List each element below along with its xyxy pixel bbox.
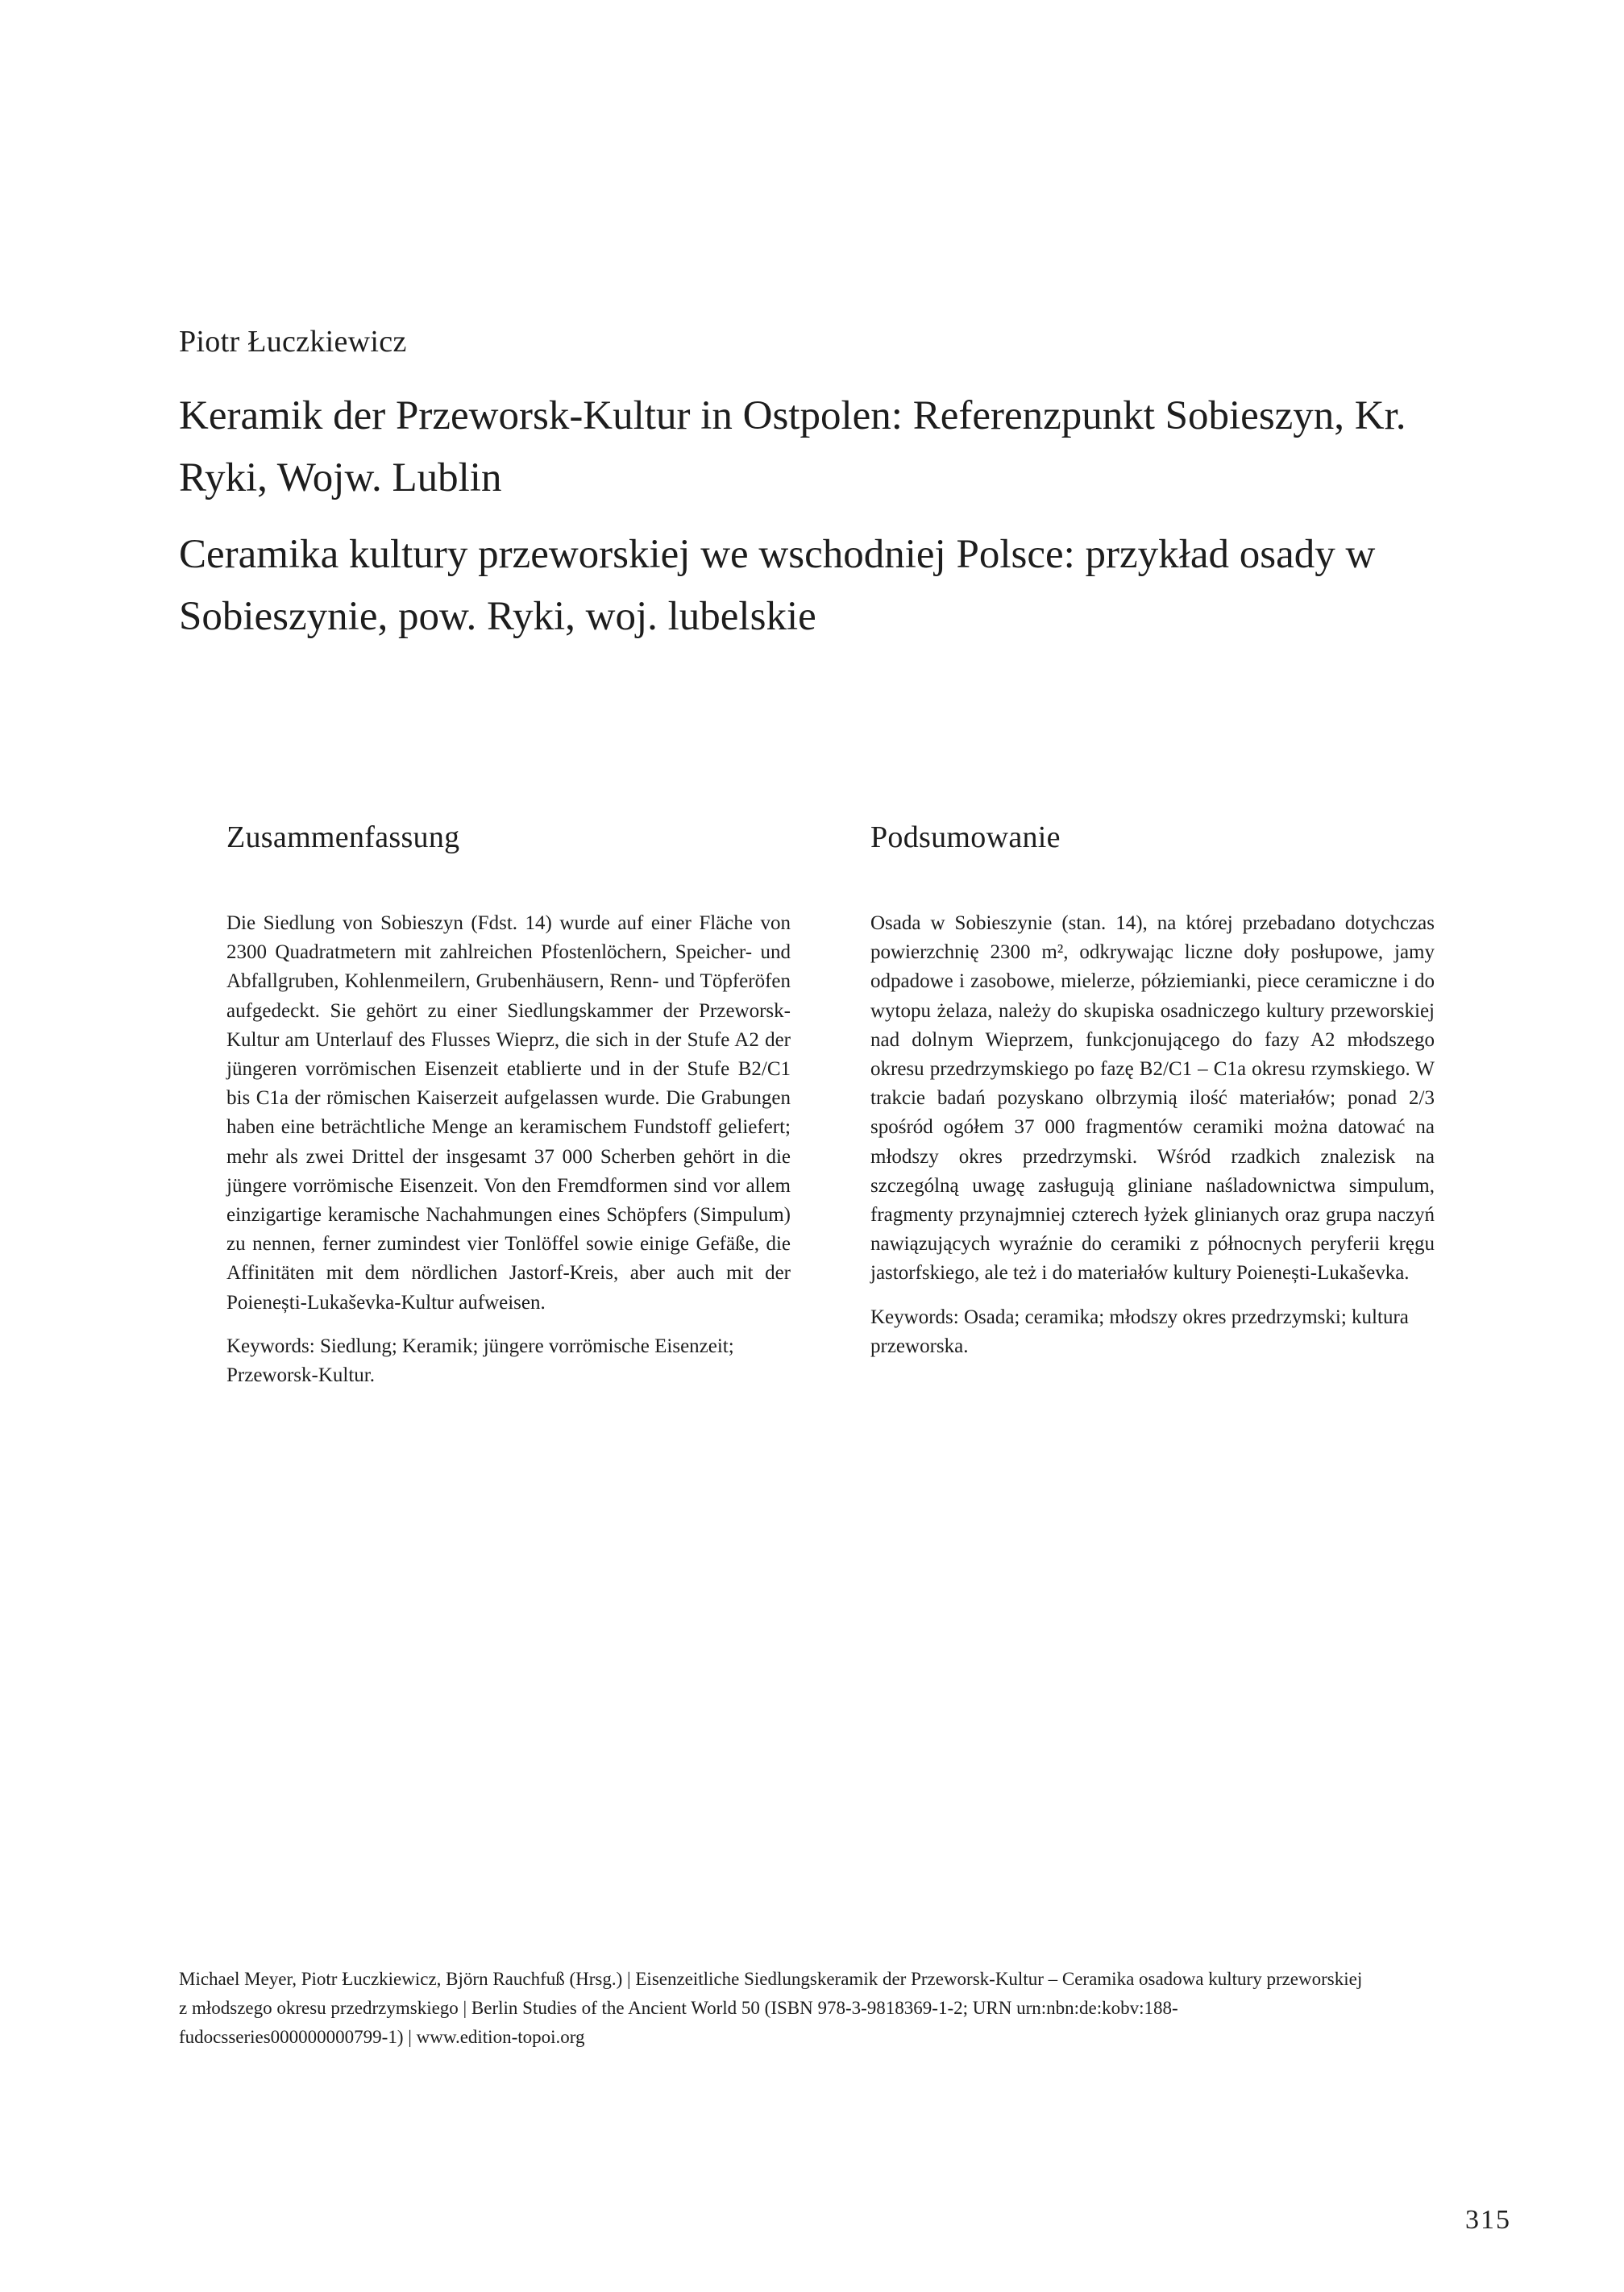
title-block [179,385,1485,662]
abstract-polish-text: Osada w Sobieszynie (stan. 14), na której przebadano dotychczas powierzchnię 2300 m², odkrywając liczne doły posłupowe, jamy odpadowe i zasobowe, mielerze, półziemianki, piece ceramiczne i do wytopu żelaza, należy do skupiska osadniczego kultury przeworskiej nad dolnym Wieprzem, funkcjonującego do fazy A2 młodszego okresu przedrzymskiego po fazę B2/C1 – C1a okresu rzymskiego. W trakcie badań pozyskano olbrzymią ilość materiałów; ponad 2/3 spośród ogółem 37 000 fragmentów ceramiki można datować na młodszy okres przedrzymski. Wśród rzadkich znalezisk na szczególną uwagę zasługują gliniane naśladownictwa simpulum, fragmenty przynajmniej czterech łyżek glinianych oraz grupa naczyń nawiązujących wyraźnie do ceramiki z północnych peryferii kręgu jastorfskiego, ale też i do materiałów kultury Poienești-Lukaševka. [870,912,1435,1285]
citation-footer: Michael Meyer, Piotr Łuczkiewicz, Björn Rauchfuß (Hrsg.) | Eisenzeitliche Siedlungskeramik der Przeworsk-Kultur – Ceramika osadowa kultury przeworskiej z młodszego okresu przedrzymskiego | Berlin Studies of the Ancient World 50 (ISBN 978-3-9818369-1-2; URN urn:nbn:de:kobv:188-fudocsseries000000000799-1) | www.edition-topoi.org [179,1969,1363,2047]
author-name: Piotr Łuczkiewicz [179,325,407,359]
abstract-german-keywords: Keywords: Siedlung; Keramik; jüngere vorrömische Eisenzeit; Przeworsk-Kultur. [226,1335,734,1387]
abstract-german [226,814,791,1390]
title-german: Keramik der Przeworsk-Kultur in Ostpolen: Referenzpunkt Sobieszyn, Kr. Ryki, Wojw. Lublin [179,393,1406,500]
abstract-polish [870,814,1435,1361]
page-number: 315 [1465,2205,1511,2235]
abstract-polish-heading: Podsumowanie [870,820,1061,854]
abstract-polish-keywords: Keywords: Osada; ceramika; młodszy okres przedrzymski; kultura przeworska. [870,1306,1409,1357]
abstract-german-heading: Zusammenfassung [226,820,460,854]
title-polish: Ceramika kultury przeworskiej we wschodniej Polsce: przykład osady w Sobieszynie, pow. Ryki, woj. lubelskie [179,532,1376,639]
abstract-german-text: Die Siedlung von Sobieszyn (Fdst. 14) wurde auf einer Fläche von 2300 Quadratmetern mit zahlreichen Pfostenlöchern, Speicher- und Abfallgruben, Kohlenmeilern, Grubenhäusern, Renn- und Töpferöfen aufgedeckt. Sie gehört zu einer Siedlungskammer der Przeworsk-Kultur am Unterlauf des Flusses Wieprz, die sich in der Stufe A2 der jüngeren vorrömischen Eisenzeit etablierte und in der Stufe B2/C1 bis C1a der römischen Kaiserzeit aufgelassen wurde. Die Grabungen haben eine beträchtliche Menge an keramischem Fundstoff geliefert; mehr als zwei Drittel der insgesamt 37 000 Scherben gehört in die jüngere vorrömische Eisenzeit. Von den Fremdformen sind vor allem einzigartige keramische Nachahmungen eines Schöpfers (Simpulum) zu nennen, ferner zumindest vier Tonlöffel sowie einige Gefäße, die Affinitäten mit dem nördlichen Jastorf-Kreis, aber auch mit der Poienești-Lukaševka-Kultur aufweisen. [226,912,791,1314]
